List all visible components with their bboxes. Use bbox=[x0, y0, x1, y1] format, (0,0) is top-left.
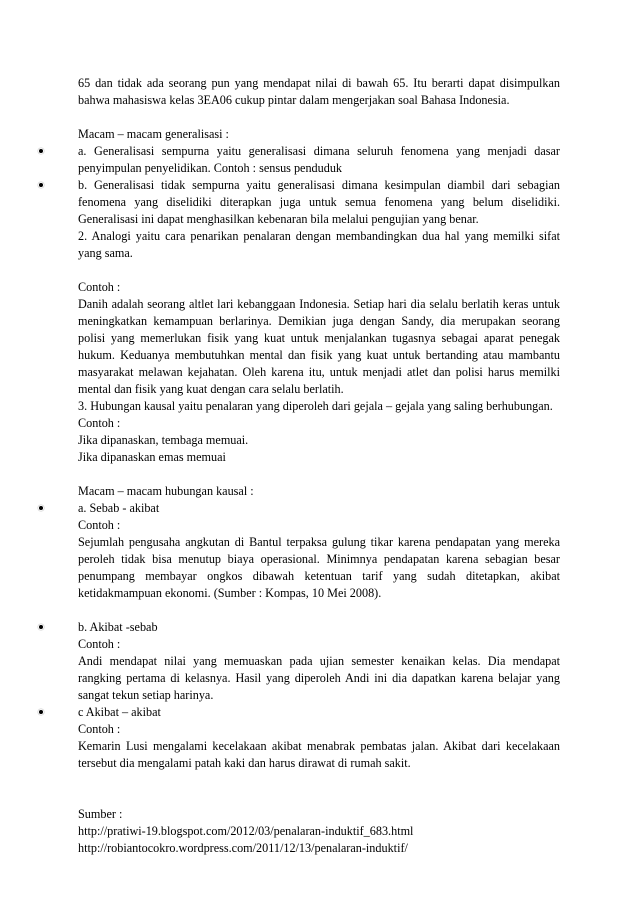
list-item bbox=[78, 500, 560, 517]
list-item bbox=[78, 143, 560, 177]
document-page bbox=[78, 75, 560, 857]
analogy-example: Danih adalah seorang altlet lari kebanggaan Indonesia. Setiap hari dia selalu berlatih keras untuk meningkatkan kemampuan berlarinya. Demikian juga dengan Sandy, dia merupakan seorang polisi yang memerlukan fisik yang kuat untuk menjalankan tugasnya sebagai aparat penegak hukum. Keduanya membutuhkan mental dan fisik yang kuat untuk bertanding atau mambantu masyarakat melawan kejahatan. Oleh karena itu, untuk menjadi atlet dan polisi harus memilki mental dan fisik yang kuat dengan cara selalu berlatih. bbox=[78, 297, 560, 396]
cause-effect-title: a. Sebab - akibat bbox=[78, 501, 160, 515]
generalization-a: a. Generalisasi sempurna yaitu generalisasi dimana seluruh fenomena yang menjadi dasar penyimpulan penyelidikan. Contoh : sensus penduduk bbox=[78, 144, 560, 175]
bullet-icon bbox=[39, 625, 43, 629]
causal-types-heading: Macam – macam hubungan kausal : bbox=[78, 484, 254, 498]
causal-example-1: Jika dipanaskan, tembaga memuai. bbox=[78, 433, 249, 447]
effect-cause-text: Andi mendapat nilai yang memuaskan pada ujian semester kenaikan kelas. Dia mendapat rangking pertama di kelasnya. Hasil yang diperoleh Andi ini dia dapatkan karena belajar yang sangat tekun setiap harinya. bbox=[78, 654, 560, 702]
example-label: Contoh : bbox=[78, 416, 121, 430]
list-item bbox=[78, 619, 560, 636]
bullet-icon bbox=[39, 149, 43, 153]
analogy-definition: 2. Analogi yaitu cara penarikan penalaran dengan membandingkan dua hal yang memilki sifat yang sama. bbox=[78, 229, 560, 260]
causal-definition: 3. Hubungan kausal yaitu penalaran yang diperoleh dari gejala – gejala yang saling berhubungan. bbox=[78, 399, 553, 413]
example-label: Contoh : bbox=[78, 518, 121, 532]
causal-example-2: Jika dipanaskan emas memuai bbox=[78, 450, 226, 464]
effect-cause-title: b. Akibat -sebab bbox=[78, 620, 158, 634]
list-item bbox=[78, 177, 560, 228]
source-link-2[interactable]: http://robiantocokro.wordpress.com/2011/12/13/penalaran-induktif/ bbox=[78, 841, 408, 855]
example-label: Contoh : bbox=[78, 637, 121, 651]
bullet-icon bbox=[39, 710, 43, 714]
bullet-icon bbox=[39, 506, 43, 510]
generalization-b: b. Generalisasi tidak sempurna yaitu generalisasi dimana kesimpulan diambil dari sebagian fenomena yang diselidiki diterapkan juga untuk semua fenomena yang belum diselidiki. Generalisasi ini dapat menghasilkan kebenaran bila melalui pengujian yang benar. bbox=[78, 178, 560, 226]
example-label: Contoh : bbox=[78, 722, 121, 736]
intro-paragraph: 65 dan tidak ada seorang pun yang mendapat nilai di bawah 65. Itu berarti dapat disimpulkan bahwa mahasiswa kelas 3EA06 cukup pintar dalam mengerjakan soal Bahasa Indonesia. bbox=[78, 76, 560, 107]
list-item bbox=[78, 704, 560, 721]
effect-effect-title: c Akibat – akibat bbox=[78, 705, 161, 719]
effect-effect-text: Kemarin Lusi mengalami kecelakaan akibat menabrak pembatas jalan. Akibat dari kecelakaan tersebut dia mengalami patah kaki dan harus dirawat di rumah sakit. bbox=[78, 739, 560, 770]
sources-label: Sumber : bbox=[78, 807, 123, 821]
generalization-heading: Macam – macam generalisasi : bbox=[78, 127, 229, 141]
source-link-1[interactable]: http://pratiwi-19.blogspot.com/2012/03/penalaran-induktif_683.html bbox=[78, 824, 414, 838]
cause-effect-text: Sejumlah pengusaha angkutan di Bantul terpaksa gulung tikar karena pendapatan yang mereka peroleh tidak bisa menutup biaya operasional. Minimnya pendapatan karena sebagian besar penumpang membayar ongkos dibawah ketentuan tarif yang sudah ditetapkan, akibat ketidakmampuan ekonomi. (Sumber : Kompas, 10 Mei 2008). bbox=[78, 535, 560, 600]
example-label: Contoh : bbox=[78, 280, 121, 294]
bullet-icon bbox=[39, 183, 43, 187]
